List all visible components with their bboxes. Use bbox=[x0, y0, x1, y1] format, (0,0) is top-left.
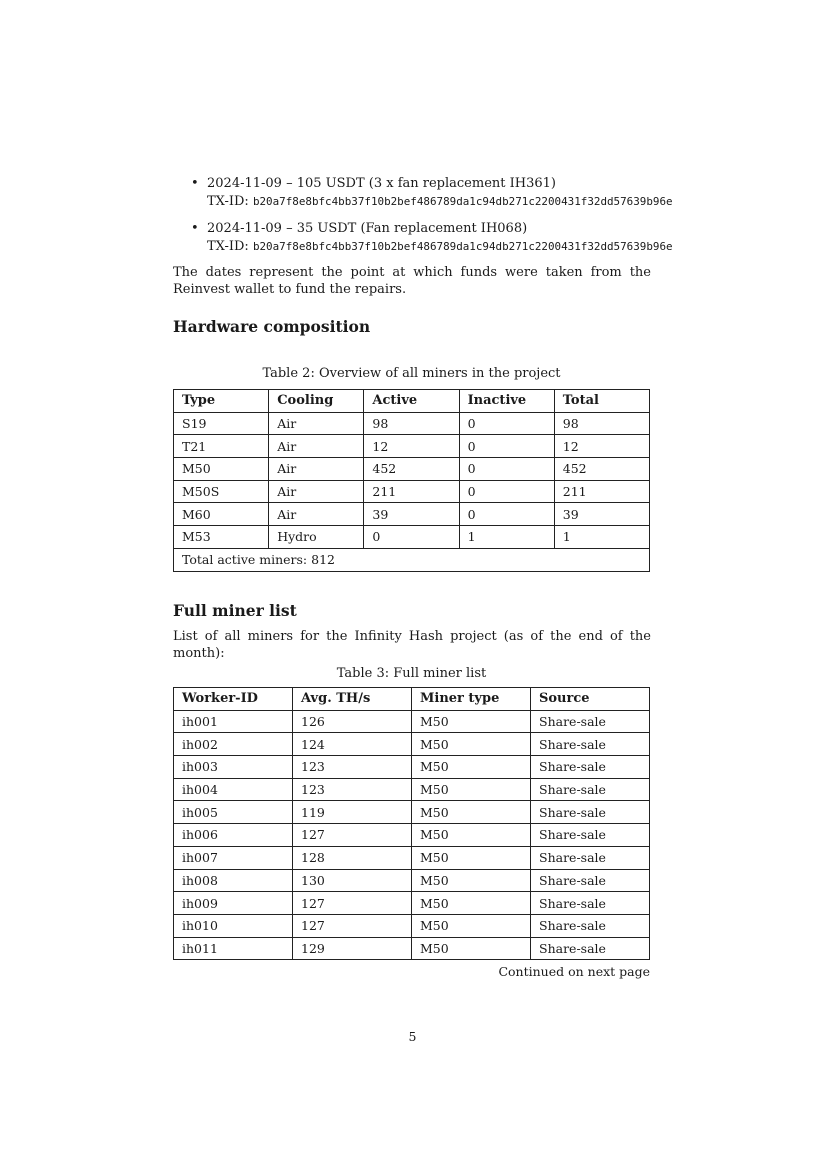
transaction-item bbox=[191, 220, 751, 256]
table-cell: Share-sale bbox=[531, 914, 650, 937]
table-cell: 98 bbox=[364, 412, 459, 435]
transaction-item bbox=[191, 175, 751, 211]
table-cell: 119 bbox=[293, 801, 412, 824]
table-cell: Share-sale bbox=[531, 710, 650, 733]
table-cell: ih009 bbox=[174, 892, 293, 915]
table-row bbox=[174, 937, 650, 960]
transaction-list bbox=[191, 175, 751, 265]
table-cell: M50 bbox=[412, 937, 531, 960]
table-header-row bbox=[174, 390, 650, 413]
table-cell: ih007 bbox=[174, 846, 293, 869]
table-cell: Air bbox=[269, 458, 364, 481]
transaction-id-line bbox=[207, 193, 751, 211]
table-cell: Air bbox=[269, 412, 364, 435]
table-row bbox=[174, 892, 650, 915]
table-cell: M50 bbox=[412, 914, 531, 937]
table-cell: M50 bbox=[412, 892, 531, 915]
table-cell: M50 bbox=[412, 824, 531, 847]
table-cell: 0 bbox=[459, 503, 554, 526]
table-cell: Air bbox=[269, 480, 364, 503]
table-cell: S19 bbox=[174, 412, 269, 435]
hardware-table bbox=[173, 389, 650, 572]
table-row bbox=[174, 756, 650, 779]
column-header: Active bbox=[364, 390, 459, 413]
table-cell: ih006 bbox=[174, 824, 293, 847]
table-cell: Share-sale bbox=[531, 824, 650, 847]
table-cell: M50 bbox=[412, 778, 531, 801]
table-cell: ih003 bbox=[174, 756, 293, 779]
column-header: Inactive bbox=[459, 390, 554, 413]
table-cell: Hydro bbox=[269, 526, 364, 549]
hardware-heading: Hardware composition bbox=[173, 317, 371, 336]
table-cell: 130 bbox=[293, 869, 412, 892]
table-cell: 1 bbox=[459, 526, 554, 549]
table-cell: M50 bbox=[412, 846, 531, 869]
table-cell: 452 bbox=[554, 458, 649, 481]
table-cell: ih008 bbox=[174, 869, 293, 892]
table-row bbox=[174, 412, 650, 435]
table-row bbox=[174, 480, 650, 503]
table-cell: 123 bbox=[293, 756, 412, 779]
table-cell: M53 bbox=[174, 526, 269, 549]
dates-paragraph: The dates represent the point at which funds were taken from the Reinvest wallet to fund the repairs. bbox=[173, 265, 651, 297]
table-cell: 127 bbox=[293, 892, 412, 915]
bullet-icon: • bbox=[191, 221, 199, 236]
transaction-line: 2024-11-09 – 105 USDT (3 x fan replacement IH361) bbox=[207, 176, 556, 191]
tx-label: TX-ID: bbox=[207, 239, 249, 254]
table-cell: Air bbox=[269, 503, 364, 526]
bullet-icon: • bbox=[191, 176, 199, 191]
transaction-line: 2024-11-09 – 35 USDT (Fan replacement IH068) bbox=[207, 221, 528, 236]
table-cell: M50 bbox=[412, 756, 531, 779]
table-cell: Share-sale bbox=[531, 756, 650, 779]
table-row bbox=[174, 526, 650, 549]
table-cell: 124 bbox=[293, 733, 412, 756]
table-cell: M50 bbox=[174, 458, 269, 481]
table-row bbox=[174, 435, 650, 458]
table-cell: ih001 bbox=[174, 710, 293, 733]
table-cell: M60 bbox=[174, 503, 269, 526]
page-number: 5 bbox=[408, 1029, 417, 1044]
table-cell: 126 bbox=[293, 710, 412, 733]
table-cell: 0 bbox=[364, 526, 459, 549]
table-cell: M50 bbox=[412, 733, 531, 756]
table-cell: 12 bbox=[554, 435, 649, 458]
tx-id: b20a7f8e8bfc4bb37f10b2bef486789da1c94db271c2200431f32dd57639b96e bbox=[252, 240, 673, 253]
table-cell: ih010 bbox=[174, 914, 293, 937]
table-cell: 127 bbox=[293, 824, 412, 847]
table-cell: M50 bbox=[412, 710, 531, 733]
table-cell: 0 bbox=[459, 412, 554, 435]
table-cell: 128 bbox=[293, 846, 412, 869]
table-row bbox=[174, 846, 650, 869]
table-cell: 1 bbox=[554, 526, 649, 549]
continued-note: Continued on next page bbox=[498, 964, 650, 979]
table-cell: ih005 bbox=[174, 801, 293, 824]
table-footer-row bbox=[174, 548, 650, 571]
total-active-miners: Total active miners: 812 bbox=[174, 548, 650, 571]
table-cell: 98 bbox=[554, 412, 649, 435]
tx-id: b20a7f8e8bfc4bb37f10b2bef486789da1c94db271c2200431f32dd57639b96e bbox=[252, 195, 673, 208]
table-cell: 129 bbox=[293, 937, 412, 960]
table-row bbox=[174, 824, 650, 847]
table-cell: 0 bbox=[459, 458, 554, 481]
table-row bbox=[174, 710, 650, 733]
table-row bbox=[174, 801, 650, 824]
table-cell: 39 bbox=[554, 503, 649, 526]
transaction-id-line bbox=[207, 238, 751, 256]
miner-table-caption: Table 3: Full miner list bbox=[336, 666, 487, 681]
table-cell: 12 bbox=[364, 435, 459, 458]
hardware-table-caption: Table 2: Overview of all miners in the project bbox=[262, 366, 561, 381]
table-cell: M50 bbox=[412, 869, 531, 892]
table-cell: 211 bbox=[554, 480, 649, 503]
table-row bbox=[174, 778, 650, 801]
column-header: Cooling bbox=[269, 390, 364, 413]
table-cell: Air bbox=[269, 435, 364, 458]
table-cell: Share-sale bbox=[531, 733, 650, 756]
table-cell: 452 bbox=[364, 458, 459, 481]
table-row bbox=[174, 733, 650, 756]
table-cell: Share-sale bbox=[531, 846, 650, 869]
column-header: Avg. TH/s bbox=[293, 688, 412, 711]
table-row bbox=[174, 458, 650, 481]
column-header: Miner type bbox=[412, 688, 531, 711]
table-cell: Share-sale bbox=[531, 778, 650, 801]
table-cell: M50 bbox=[412, 801, 531, 824]
table-row bbox=[174, 503, 650, 526]
table-header-row bbox=[174, 688, 650, 711]
table-cell: ih011 bbox=[174, 937, 293, 960]
table-cell: Share-sale bbox=[531, 937, 650, 960]
tx-label: TX-ID: bbox=[207, 194, 249, 209]
table-cell: 0 bbox=[459, 480, 554, 503]
column-header: Total bbox=[554, 390, 649, 413]
table-cell: ih002 bbox=[174, 733, 293, 756]
miner-list-heading: Full miner list bbox=[173, 601, 297, 620]
table-row bbox=[174, 914, 650, 937]
table-cell: Share-sale bbox=[531, 801, 650, 824]
column-header: Type bbox=[174, 390, 269, 413]
table-cell: 127 bbox=[293, 914, 412, 937]
table-cell: 211 bbox=[364, 480, 459, 503]
table-cell: 39 bbox=[364, 503, 459, 526]
table-cell: Share-sale bbox=[531, 892, 650, 915]
table-row bbox=[174, 869, 650, 892]
column-header: Worker-ID bbox=[174, 688, 293, 711]
table-cell: 0 bbox=[459, 435, 554, 458]
miner-list-intro: List of all miners for the Infinity Hash project (as of the end of the month): bbox=[173, 629, 651, 661]
table-cell: Share-sale bbox=[531, 869, 650, 892]
column-header: Source bbox=[531, 688, 650, 711]
table-cell: ih004 bbox=[174, 778, 293, 801]
miner-table bbox=[173, 687, 650, 960]
table-cell: 123 bbox=[293, 778, 412, 801]
table-cell: T21 bbox=[174, 435, 269, 458]
table-cell: M50S bbox=[174, 480, 269, 503]
